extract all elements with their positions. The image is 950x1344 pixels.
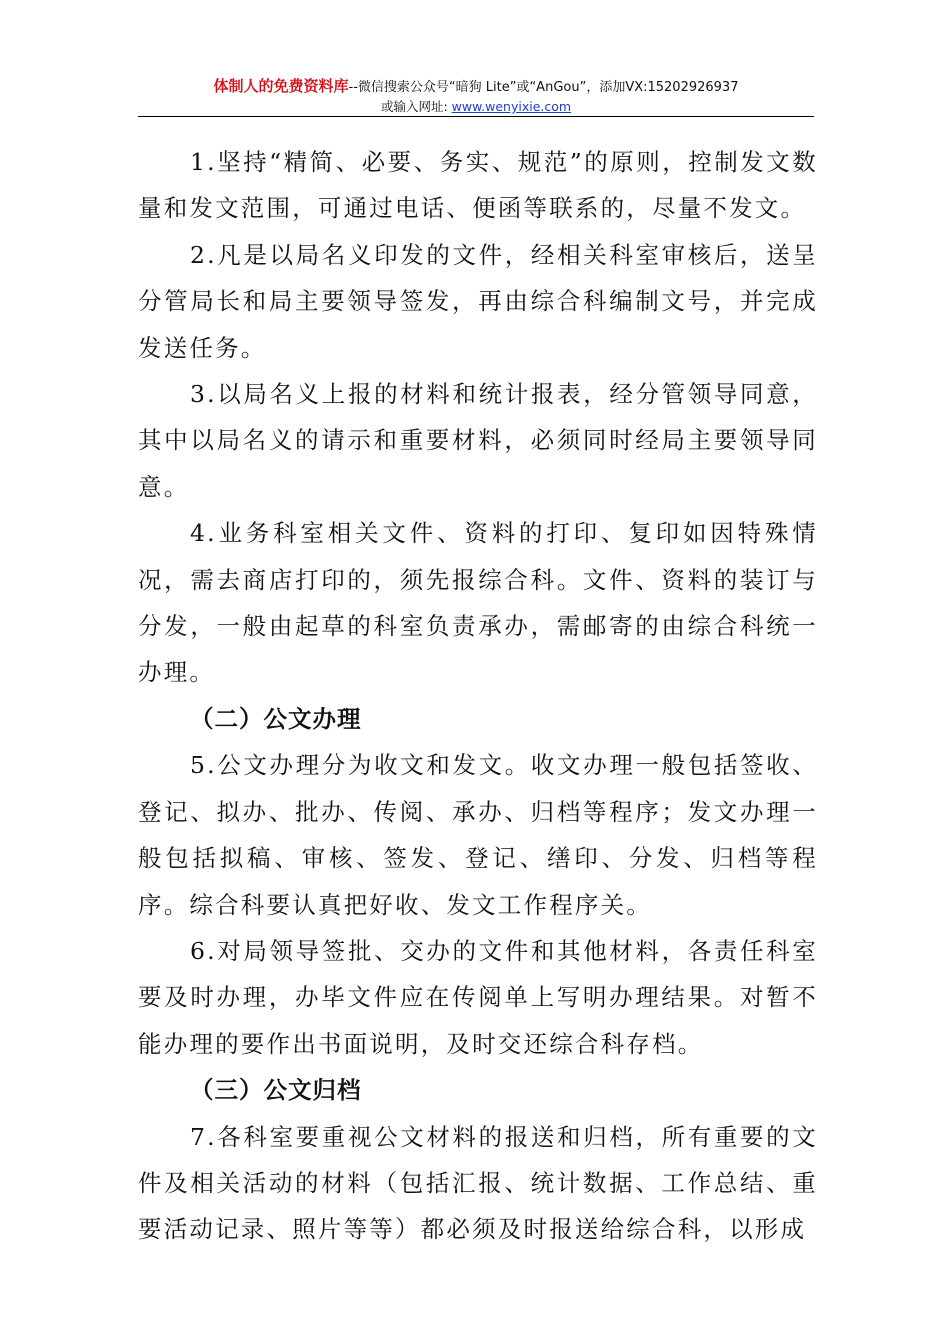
paragraph-1: 1.坚持“精简、必要、务实、规范”的原则，控制发文数量和发文范围，可通过电话、便函等联系的，尽量不发文。 <box>138 148 818 223</box>
header-line-2 <box>138 98 814 116</box>
paragraph-4: 4.业务科室相关文件、资料的打印、复印如因特殊情况，需去商店打印的，须先报综合科。文件、资料的装订与分发，一般由起草的科室负责承办，需邮寄的由综合科统一办理。 <box>138 519 818 687</box>
header-line-1 <box>138 76 814 98</box>
section-heading-2: （二）公文办理 <box>190 704 362 733</box>
document-body <box>138 139 818 1253</box>
paragraph-2: 2.凡是以局名义印发的文件，经相关科室审核后，送呈分管局长和局主要领导签发，再由综合科编制文号，并完成发送任务。 <box>138 240 818 362</box>
paragraph-3: 3.以局名义上报的材料和统计报表，经分管领导同意，其中以局名义的请示和重要材料，必须同时经局主要领导同意。 <box>138 380 818 501</box>
section-heading-3: （三）公文归档 <box>190 1076 362 1105</box>
page-header <box>138 76 814 116</box>
header-url-prefix: 或输入网址: <box>380 99 452 114</box>
paragraph-5: 5.公文办理分为收文和发文。收文办理一般包括签收、登记、拟办、批办、传阅、承办、归档等程序；发文办理一般包括拟稿、审核、签发、登记、缮印、分发、归档等程序。综合科要认真把好收、发文工作程序关。 <box>138 751 818 919</box>
paragraph-6: 6.对局领导签批、交办的文件和其他材料，各责任科室要及时办理，办毕文件应在传阅单上写明办理结果。对暂不能办理的要作出书面说明，及时交还综合科存档。 <box>138 936 818 1058</box>
header-brand: 体制人的免费资料库 <box>213 77 349 95</box>
header-divider <box>138 116 814 117</box>
paragraph-7: 7.各科室要重视公文材料的报送和归档，所有重要的文件及相关活动的材料（包括汇报、统计数据、工作总结、重要活动记录、照片等等）都必须及时报送给综合科，以形成 <box>138 1122 818 1244</box>
header-note: --微信搜索公众号“暗狗 Lite”或“AnGou”，添加VX:15202926937 <box>348 80 739 95</box>
header-url-link[interactable]: www.wenyixie.com <box>451 99 572 114</box>
